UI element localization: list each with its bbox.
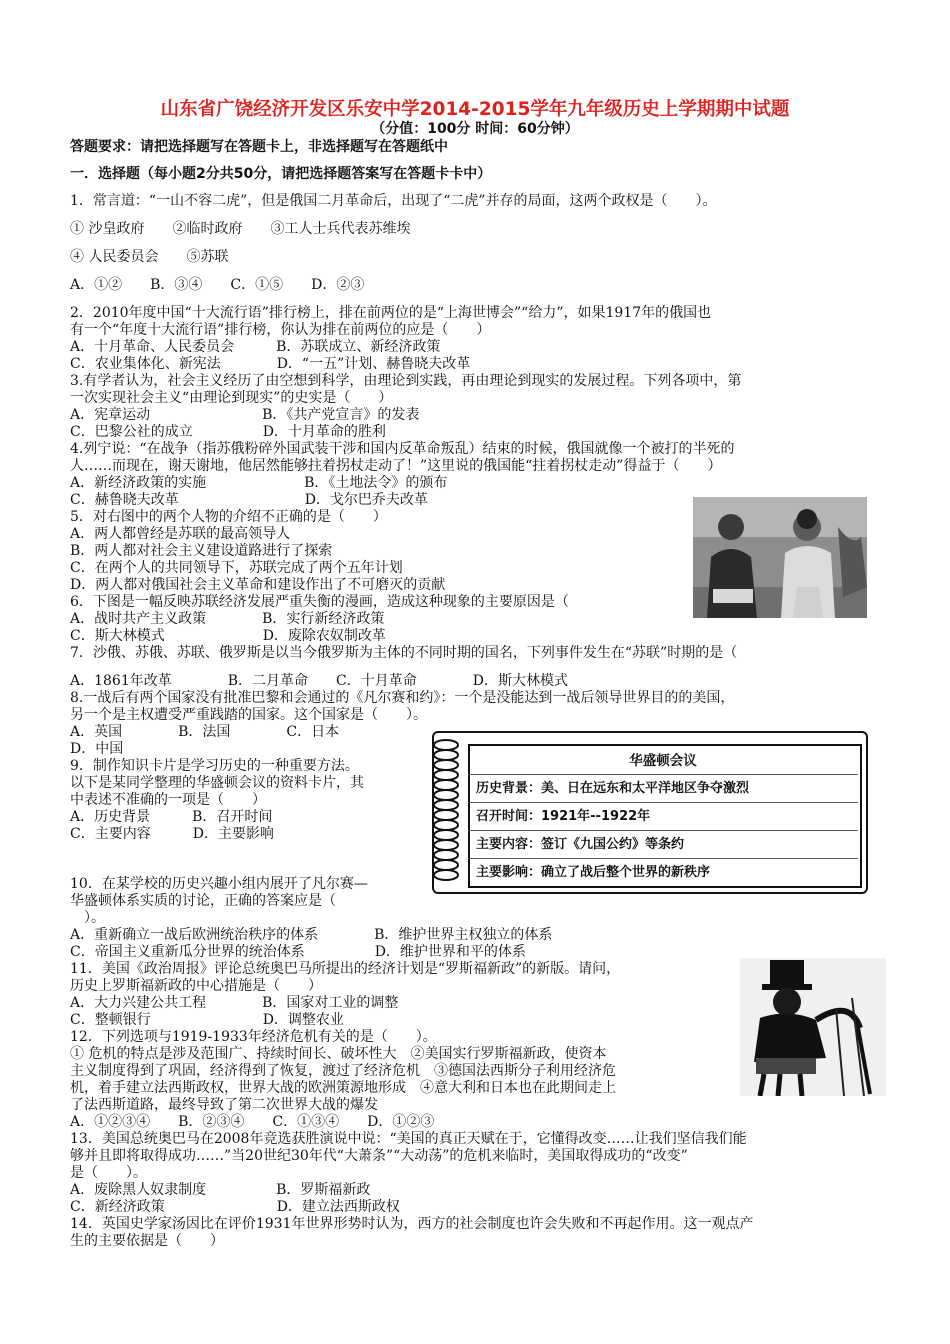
text-line: 4.列宁说：“在战争（指苏俄粉碎外国武装干涉和国内反革命叛乱）结束的时候，俄国就像一个被打的半死的 (70, 441, 735, 457)
text-line: 8.一战后有两个国家没有批准巴黎和会通过的《凡尔赛和约》：一个是没能达到一战后领导世界目的的美国， (70, 690, 735, 706)
text-line: A．重新确立一战后欧洲统治秩序的体系 B．维护世界主权独立的体系 (70, 927, 553, 943)
text-line: 人……而现在，谢天谢地，他居然能够拄着拐杖走动了！”这里说的俄国能“拄着拐杖走动”得益于（ ） (70, 458, 722, 474)
text-line: 11．美国《政治周报》评论总统奥巴马所提出的经济计划是“罗斯福新政”的新版。请问， (70, 961, 621, 977)
text-line: B．两人都对社会主义建设道路进行了探索 (70, 543, 333, 559)
text-line: A．英国 B．法国 C．日本 (70, 724, 340, 740)
card-row: 主要内容：签订《九国公约》等条约 (476, 837, 685, 852)
text-line: 9．制作知识卡片是学习历史的一种重要方法。 (70, 758, 359, 774)
text-line: A．①② B．③④ C．①⑤ D．②③ (70, 277, 365, 293)
text-line: 12．下列选项与1919-1933年经济危机有关的是（ ）。 (70, 1029, 437, 1045)
text-line: 机，着手建立法西斯政权，世界大战的欧洲策源地形成 ④意大利和日本也在此期间走上 (70, 1080, 616, 1096)
card-divider (468, 774, 858, 775)
card-row: 召开时间：1921年--1922年 (476, 809, 651, 824)
text-line: A．新经济政策的实施 B．《土地法令》的颁布 (70, 475, 448, 491)
card-title: 华盛顿会议 (629, 753, 697, 769)
exam-subtitle: （分值：100分 时间：60分钟） (371, 121, 579, 137)
text-line: 以下是某同学整理的华盛顿会议的资料卡片，其 (70, 775, 364, 791)
card-divider (468, 830, 858, 831)
two-leaders-photo (693, 497, 867, 618)
text-line: 13．美国总统奥巴马在2008年竞选获胜演说中说：“美国的真正天赋在于，它懂得改变……让我们坚信我们能 (70, 1131, 747, 1147)
text-line: 6．下图是一幅反映苏联经济发展严重失衡的漫画，造成这种现象的主要原因是（ (70, 594, 569, 610)
knowledge-card (432, 731, 866, 892)
text-line: C．斯大林模式 D．废除农奴制改革 (70, 628, 386, 644)
text-line: C．巴黎公社的成立 D．十月革命的胜利 (70, 424, 386, 440)
text-line: C．整顿银行 D．调整农业 (70, 1012, 344, 1028)
answer-requirement: 答题要求：请把选择题写在答题卡上，非选择题写在答题纸中 (70, 139, 448, 155)
text-line: 中表述不准确的一项是（ ） (70, 792, 266, 808)
text-line: ④ 人民委员会 ⑤苏联 (70, 249, 229, 265)
section-heading: 一．选择题（每小题2分共50分，请把选择题答案写在答题卡卡中） (70, 166, 492, 182)
spiral-binding-icon (428, 731, 468, 892)
card-divider (468, 802, 858, 803)
text-line: 历史上罗斯福新政的中心措施是（ ） (70, 978, 322, 994)
text-line: ）。 (70, 910, 105, 926)
text-line: 5．对右图中的两个人物的介绍不正确的是（ ） (70, 509, 387, 525)
text-line: A．十月革命、人民委员会 B．苏联成立、新经济政策 (70, 339, 441, 355)
text-line: 1．常言道：“一山不容二虎”，但是俄国二月革命后，出现了“二虎”并存的局面，这两个政权是（ ）。 (70, 193, 717, 209)
text-line: 2．2010年度中国“十大流行语”排行榜上，排在前两位的是“上海世博会”“给力”，如果1917年的俄国也 (70, 305, 712, 321)
text-line: A．两人都曾经是苏联的最高领导人 (70, 526, 291, 542)
text-line: 有一个“年度十大流行语”排行榜，你认为排在前两位的应是（ ） (70, 322, 491, 338)
card-divider (468, 858, 858, 859)
text-line: 主义制度得到了巩固，经济得到了恢复，渡过了经济危机 ③德国法西斯分子利用经济危 (70, 1063, 616, 1079)
text-line: C．帝国主义重新瓜分世界的统治体系 D．维护世界和平的体系 (70, 944, 526, 960)
text-line: 10．在某学校的历史兴趣小组内展开了凡尔赛— (70, 876, 368, 892)
text-line: 一次实现社会主义“由理论到现实”的史实是（ ） (70, 390, 393, 406)
text-line: A．战时共产主义政策 B．实行新经济政策 (70, 611, 385, 627)
text-line: 华盛顿体系实质的讨论，正确的答案应是（ (70, 893, 336, 909)
text-line: D．两人都对俄国社会主义革命和建设作出了不可磨灭的贡献 (70, 577, 446, 593)
text-line: A．①②③④ B．②③④ C．①③④ D．①②③ (70, 1114, 435, 1130)
text-line: C．主要内容 D．主要影响 (70, 826, 274, 842)
text-line: 3.有学者认为，社会主义经历了由空想到科学，由理论到实践，再由理论到现实的发展过程。下列各项中，第 (70, 373, 742, 389)
text-line: 7．沙俄、苏俄、苏联、俄罗斯是以当今俄罗斯为主体的不同时期的国名，下列事件发生在“苏联”时期的是（ (70, 645, 738, 661)
text-line: ① 危机的特点是涉及范围广、持续时间长、破坏性大 ②美国实行罗斯福新政，使资本 (70, 1046, 607, 1062)
text-line: ① 沙皇政府 ②临时政府 ③工人士兵代表苏维埃 (70, 221, 411, 237)
text-line: 另一个是主权遭受严重践踏的国家。这个国家是（ ）。 (70, 707, 427, 723)
text-line: C．农业集体化、新宪法 D．“一五”计划、赫鲁晓夫改革 (70, 356, 471, 372)
text-line: 生的主要依据是（ ） (70, 1233, 224, 1249)
text-line: 了法西斯道路，最终导致了第二次世界大战的爆发 (70, 1097, 378, 1113)
text-line: A．大力兴建公共工程 B．国家对工业的调整 (70, 995, 399, 1011)
text-line: C．在两个人的共同领导下，苏联完成了两个五年计划 (70, 560, 403, 576)
text-line: A．宪章运动 B．《共产党宣言》的发表 (70, 407, 420, 423)
text-line: D．中国 (70, 741, 124, 757)
card-row: 历史背景：美、日在远东和太平洋地区争夺激烈 (476, 781, 750, 796)
cartoon-image (740, 958, 886, 1096)
text-line: C．新经济政策 D．建立法西斯政权 (70, 1199, 400, 1215)
text-line: A．废除黑人奴隶制度 B．罗斯福新政 (70, 1182, 371, 1198)
text-line: C．赫鲁晓夫改革 D．戈尔巴乔夫改革 (70, 492, 428, 508)
text-line: A．历史背景 B．召开时间 (70, 809, 273, 825)
text-line: 是（ ）。 (70, 1165, 147, 1181)
text-line: 14．英国史学家汤因比在评价1931年世界形势时认为，西方的社会制度也许会失败和不再起作用。这一观点产 (70, 1216, 754, 1232)
card-row: 主要影响：确立了战后整个世界的新秩序 (476, 865, 711, 880)
text-line: A．1861年改革 B．二月革命 C．十月革命 D．斯大林模式 (70, 673, 568, 689)
exam-title: 山东省广饶经济开发区乐安中学2014-2015学年九年级历史上学期期中试题 (160, 99, 790, 120)
text-line: 够并且即将取得成功……”当20世纪30年代“大萧条”“大动荡”的危机来临时，美国取得成功的“改变” (70, 1148, 688, 1164)
